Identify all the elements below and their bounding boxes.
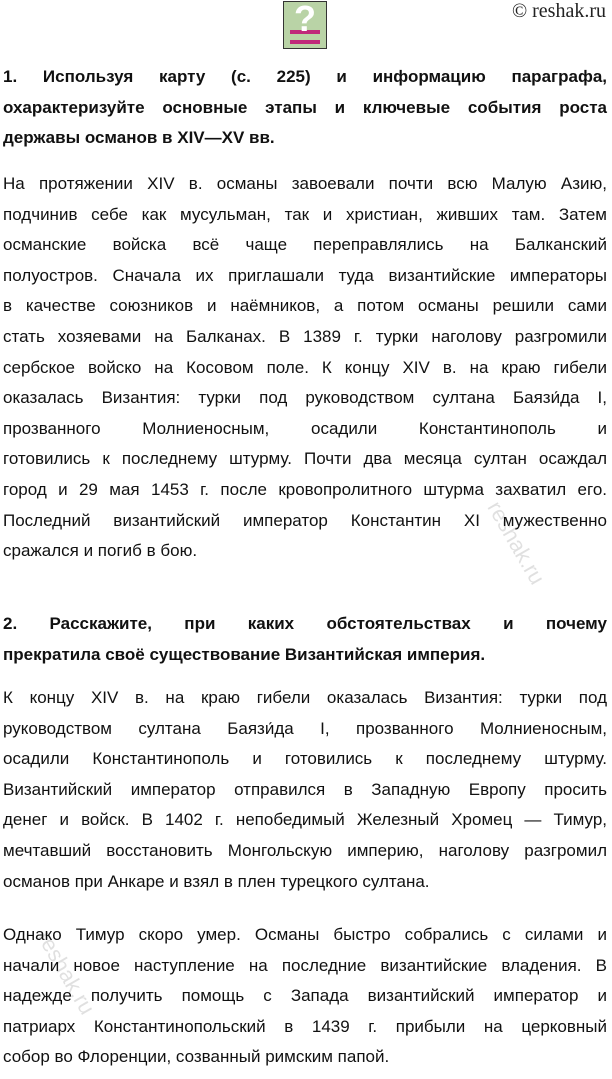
text-line: На протяжении XIV в. османы завоевали почти всю Малую Азию, — [3, 174, 607, 193]
question-2 — [3, 609, 607, 670]
text-line: прозванного Молниеносным, осадили Константинополь и — [3, 418, 607, 438]
text-line: державы османов в XIV—XV вв. — [3, 128, 275, 148]
text-line: в качестве союзников и наёмников, а потом османы решили сами — [3, 296, 607, 316]
text-line: османов при Анкаре и взял в плен турецкого султана. — [3, 871, 430, 891]
text-line: осадили Константинополь и готовились к последнему штурму. — [3, 749, 607, 769]
text-line: стать хозяевами на Балканах. В 1389 г. турки наголову разгромили — [3, 326, 607, 346]
text-line: патриарх Константинопольский в 1439 г. прибыли на церковный — [3, 1016, 607, 1036]
text-line: Византийский император отправился в Западную Европу просить — [3, 779, 607, 799]
watermark: reshak.ru — [32, 926, 101, 1019]
text-line: 2. Расскажите, при каких обстоятельствах и почему — [3, 614, 607, 633]
copyright: © reshak.ru — [511, 0, 606, 22]
text-line: османские войска всё чаще переправлялись на Балканский — [3, 235, 607, 255]
text-line: подчинив себе как мусульман, так и христиан, живших там. Затем — [3, 204, 607, 224]
text-line: собор во Флоренции, созванный римским папой. — [3, 1047, 390, 1067]
text-line: город и 29 мая 1453 г. после кровопролитного штурма захватил его. — [3, 479, 607, 499]
logo-bar — [290, 40, 320, 44]
text-line: полуостров. Сначала их приглашали туда византийские императоры — [3, 265, 607, 285]
text-line: мечтавший восстановить Монгольскую империю, наголову разгромил — [3, 840, 607, 860]
answer-1 — [3, 169, 607, 567]
watermark: reshak.ru — [482, 496, 551, 589]
text-line: прекратила своё существование Византийская империя. — [3, 644, 486, 664]
text-line: начали новое наступление на последние византийские владения. В — [3, 955, 607, 975]
text-line: готовились к последнему штурму. Почти два месяца султан осаждал — [3, 449, 607, 469]
text-line: 1. Используя карту (с. 225) и информацию параграфа, — [3, 67, 607, 86]
answer-2 — [3, 683, 607, 897]
text-line: Последний византийский император Константин XI мужественно — [3, 510, 607, 530]
text-line: руководством султана Баязи́да I, прозванного Молниеносным, — [3, 718, 607, 738]
question-logo-icon — [283, 1, 327, 49]
text-line: оказалась Византия: турки под руководством султана Баязи́да I, — [3, 388, 607, 408]
text-line: сражался и погиб в бою. — [3, 541, 198, 561]
question-mark-icon: ? — [294, 0, 316, 39]
question-1 — [3, 62, 607, 154]
text-line: надежде получить помощь с Запада византийский император и — [3, 986, 607, 1006]
text-line: сербское войско на Косовом поле. К концу XIV в. на краю гибели — [3, 357, 607, 377]
text-line: охарактеризуйте основные этапы и ключевые события роста — [3, 97, 607, 117]
text-line: денег и войск. В 1402 г. непобедимый Железный Хромец — Тимур, — [3, 810, 607, 830]
text-line: Однако Тимур скоро умер. Османы быстро собрались с силами и — [3, 925, 607, 944]
text-line: К концу XIV в. на краю гибели оказалась Византия: турки под — [3, 688, 607, 707]
